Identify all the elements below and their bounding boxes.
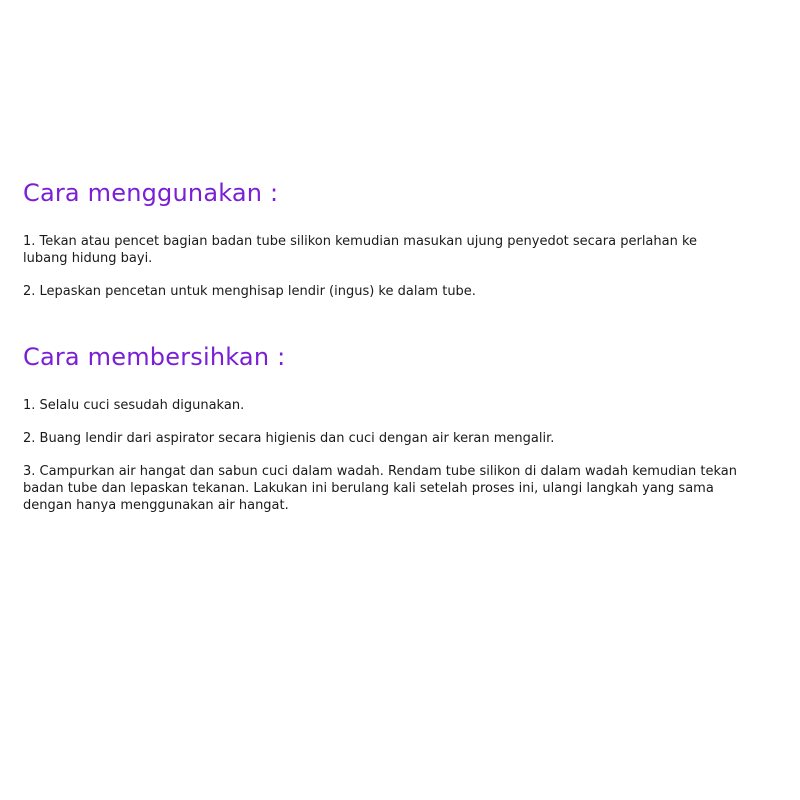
cleaning-step-3: 3. Campurkan air hangat dan sabun cuci dalam wadah. Rendam tube silikon di dalam wadah kemudian tekan badan tube dan lepaskan tekanan. Lakukan ini berulang kali setelah proses ini, ulangi langkah yang sama dengan hanya menggunakan air hangat. (23, 464, 738, 513)
usage-steps (23, 233, 760, 300)
usage-heading: Cara menggunakan : (23, 179, 279, 207)
usage-step-2: 2. Lepaskan pencetan untuk menghisap lendir (ingus) ke dalam tube. (23, 284, 476, 299)
cleaning-section (23, 341, 760, 530)
cleaning-steps (23, 397, 760, 514)
usage-section (23, 177, 760, 316)
cleaning-step-2: 2. Buang lendir dari aspirator secara higienis dan cuci dengan air keran mengalir. (23, 431, 555, 446)
cleaning-step-1: 1. Selalu cuci sesudah digunakan. (23, 398, 245, 413)
cleaning-heading: Cara membersihkan : (23, 343, 286, 371)
usage-step-1: 1. Tekan atau pencet bagian badan tube silikon kemudian masukan ujung penyedot secara perlahan ke lubang hidung bayi. (23, 234, 698, 266)
